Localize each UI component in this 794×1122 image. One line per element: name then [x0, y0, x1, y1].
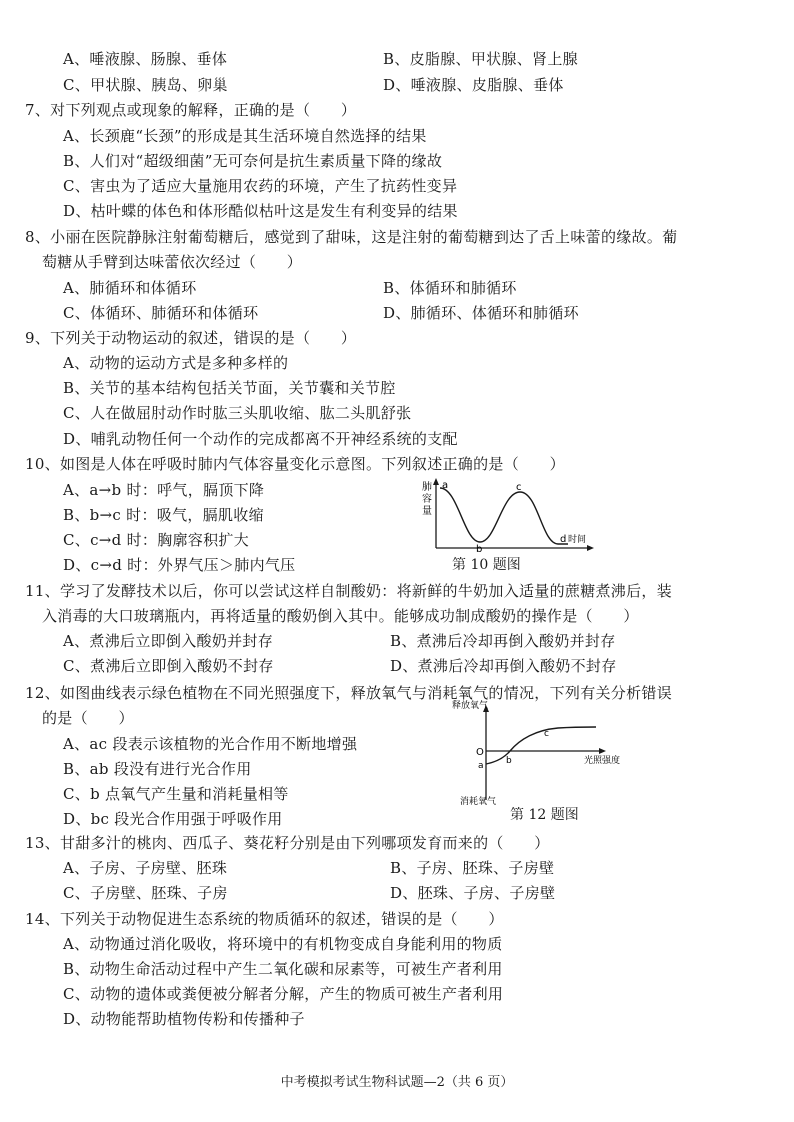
q11-option-c: C、煮沸后立即倒入酸奶不封存: [63, 657, 274, 675]
q13-option-b: B、子房、胚珠、子房壁: [390, 859, 555, 877]
page-footer: 中考模拟考试生物科试题—2（共 6 页）: [280, 1075, 514, 1090]
q12-xlabel: 光照强度: [584, 756, 621, 766]
q11-option-b: B、煮沸后冷却再倒入酸奶并封存: [390, 632, 616, 650]
q8-option-b: B、体循环和肺循环: [383, 279, 517, 297]
q12-figure: [452, 700, 632, 806]
q7-option-c: C、害虫为了适应大量施用农药的环境，产生了抗药性变异: [63, 177, 458, 195]
q12-option-c: C、b 点氧气产生量和消耗量相等: [63, 785, 289, 803]
q9-option-c: C、人在做屈肘动作时肱三头肌收缩、肱二头肌舒张: [63, 404, 412, 422]
q14-option-c: C、动物的遗体或粪便被分解者分解，产生的物质可被生产者利用: [63, 985, 504, 1003]
q8-option-c: C、体循环、肺循环和体循环: [63, 304, 259, 322]
q10-point-b: b: [476, 544, 483, 554]
q13-stem: 13、甘甜多汁的桃肉、西瓜子、葵花籽分别是由下列哪项发育而来的（ ）: [25, 834, 550, 852]
q6-option-d: D、唾液腺、皮脂腺、垂体: [383, 76, 564, 94]
q10-option-c: C、c→d 时：胸廓容积扩大: [63, 531, 250, 549]
q12-figure-caption: 第 12 题图: [510, 807, 579, 823]
q7-option-d: D、枯叶蝶的体色和体形酷似枯叶这是发生有利变异的结果: [63, 202, 458, 220]
q11-option-a: A、煮沸后立即倒入酸奶并封存: [63, 632, 274, 650]
q6-option-a: A、唾液腺、肠腺、垂体: [63, 50, 228, 68]
q10-xlabel: 时间: [568, 535, 587, 545]
q12-stem-line1: 12、如图曲线表示绿色植物在不同光照强度下，释放氧气与消耗氧气的情况，下列有关分析错误: [25, 684, 672, 702]
q9-option-b: B、关节的基本结构包括关节面，关节囊和关节腔: [63, 379, 396, 397]
q11-stem-line2: 入消毒的大口玻璃瓶内，再将适量的酸奶倒入其中。能够成功制成酸奶的操作是（ ）: [42, 607, 639, 625]
q10-figure: [408, 476, 598, 554]
q12-stem-line2: 的是（ ）: [42, 709, 134, 727]
q12-point-c: c: [544, 729, 549, 739]
q11-option-d: D、煮沸后冷却再倒入酸奶不封存: [390, 657, 617, 675]
q14-option-b: B、动物生命活动过程中产生二氧化碳和尿素等，可被生产者利用: [63, 960, 503, 978]
q12-point-a: a: [478, 761, 484, 771]
q13-option-a: A、子房、子房壁、胚珠: [63, 859, 228, 877]
q14-option-d: D、动物能帮助植物传粉和传播种子: [63, 1010, 305, 1028]
q10-option-d: D、c→d 时：外界气压＞肺内气压: [63, 556, 296, 574]
q12-origin: O: [476, 747, 484, 758]
q7-option-a: A、长颈鹿“长颈”的形成是其生活环境自然选择的结果: [63, 127, 427, 145]
q12-ylabel-top: 释放氧气: [452, 701, 489, 711]
q8-stem-line2: 萄糖从手臂到达味蕾依次经过（ ）: [42, 253, 303, 271]
q10-option-b: B、b→c 时：吸气，膈肌收缩: [63, 506, 264, 524]
q12-option-b: B、ab 段没有进行光合作用: [63, 760, 252, 778]
q9-option-a: A、动物的运动方式是多种多样的: [63, 354, 289, 372]
q12-option-d: D、bc 段光合作用强于呼吸作用: [63, 810, 283, 828]
q8-option-a: A、肺循环和体循环: [63, 279, 197, 297]
q13-option-d: D、胚珠、子房、子房壁: [390, 884, 556, 902]
q10-ylabel-char3: 量: [422, 506, 432, 517]
q6-option-c: C、甲状腺、胰岛、卵巢: [63, 76, 228, 94]
q6-option-b: B、皮脂腺、甲状腺、肾上腺: [383, 50, 578, 68]
q12-ylabel-bottom: 消耗氧气: [460, 797, 497, 806]
q8-option-d: D、肺循环、体循环和肺循环: [383, 304, 579, 322]
q13-option-c: C、子房壁、胚珠、子房: [63, 884, 228, 902]
q9-option-d: D、哺乳动物任何一个动作的完成都离不开神经系统的支配: [63, 430, 458, 448]
q10-figure-caption: 第 10 题图: [452, 557, 521, 573]
q10-option-a: A、a→b 时：呼气，膈顶下降: [63, 481, 265, 499]
q8-stem-line1: 8、小丽在医院静脉注射葡萄糖后，感觉到了甜味，这是注射的葡萄糖到达了舌上味蕾的缘故。葡: [25, 228, 678, 246]
q10-point-a: a: [442, 480, 449, 491]
q10-point-d: d: [560, 534, 567, 545]
q10-ylabel-char2: 容: [422, 494, 432, 505]
q11-stem-line1: 11、学习了发酵技术以后，你可以尝试这样自制酸奶：将新鲜的牛奶加入适量的蔗糖煮沸后，装: [25, 582, 672, 600]
q10-point-c: c: [516, 482, 522, 493]
q7-option-b: B、人们对“超级细菌”无可奈何是抗生素质量下降的缘故: [63, 152, 443, 170]
q12-point-b: b: [506, 756, 512, 766]
q9-stem: 9、下列关于动物运动的叙述，错误的是（ ）: [25, 329, 357, 347]
q12-option-a: A、ac 段表示该植物的光合作用不断地增强: [63, 735, 358, 753]
q14-option-a: A、动物通过消化吸收，将环境中的有机物变成自身能利用的物质: [63, 935, 503, 953]
q10-stem: 10、如图是人体在呼吸时肺内气体容量变化示意图。下列叙述正确的是（ ）: [25, 455, 565, 473]
q10-ylabel-char1: 肺: [422, 482, 432, 493]
q7-stem: 7、对下列观点或现象的解释，正确的是（ ）: [25, 101, 357, 119]
q14-stem: 14、下列关于动物促进生态系统的物质循环的叙述，错误的是（ ）: [25, 910, 504, 928]
